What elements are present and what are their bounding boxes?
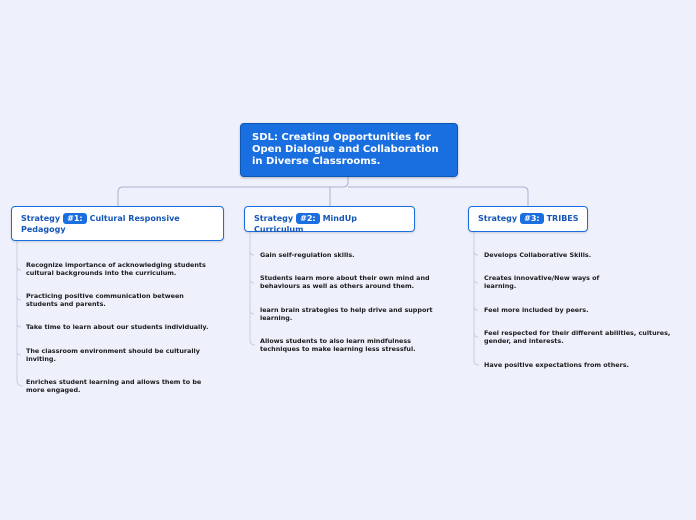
strategy-1-tag: #1: — [63, 213, 86, 224]
strategy-3-item-3[interactable]: Feel more included by peers. — [484, 306, 589, 314]
connector-root-to-strategy-1 — [118, 177, 348, 207]
strategy-1-item-4[interactable]: The classroom environment should be culturally inviting. — [26, 347, 200, 363]
strategy-3-item-1[interactable]: Develops Collaborative Skills. — [484, 251, 592, 259]
strategy-2-prefix: Strategy — [254, 214, 294, 223]
strategy-3-item-5[interactable]: Have positive expectations from others. — [484, 361, 629, 369]
strategy-3-name: TRIBES — [546, 214, 579, 223]
connector-strategy-3-items — [474, 232, 479, 365]
strategy-2-item-3[interactable]: learn brain strategies to help drive and support learning. — [260, 306, 433, 322]
strategy-2-tag: #2: — [296, 213, 319, 224]
strategy-2-name: MindUp Curriculum — [254, 214, 357, 234]
strategy-2-item-2[interactable]: Students learn more about their own mind and behaviours as well as others around them. — [260, 274, 430, 290]
strategy-1-item-2[interactable]: Practicing positive communication between students and parents. — [26, 292, 184, 308]
strategy-2-topic[interactable] — [244, 206, 415, 232]
strategy-1-topic[interactable] — [11, 206, 224, 241]
strategy-3-item-4[interactable]: Feel respected for their different abilities, cultures, gender, and interests. — [484, 329, 671, 345]
connector-strategy-2-items — [250, 232, 255, 345]
root-topic[interactable] — [240, 123, 458, 177]
strategy-1-item-5[interactable]: Enriches student learning and allows them to be more engaged. — [26, 378, 202, 394]
strategy-3-item-2[interactable]: Creates innovative/New ways of learning. — [484, 274, 600, 290]
strategy-1-prefix: Strategy — [21, 214, 61, 223]
strategy-2-item-1[interactable]: Gain self-regulation skills. — [260, 251, 355, 259]
strategy-1-item-1[interactable]: Recognize importance of acknowledging students cultural backgrounds into the curriculum. — [26, 261, 206, 277]
strategy-1-name: Cultural Responsive Pedagogy — [21, 214, 180, 234]
strategy-3-tag: #3: — [520, 213, 543, 224]
strategy-1-item-3[interactable]: Take time to learn about our students individually. — [26, 323, 209, 331]
strategy-2-item-4[interactable]: Allows students to also learn mindfulness techniques to make learning less stressful. — [260, 337, 416, 353]
strategy-3-topic[interactable] — [468, 206, 588, 232]
strategy-3-prefix: Strategy — [478, 214, 518, 223]
connector-root-to-strategy-3 — [348, 187, 528, 207]
root-topic-title: SDL: Creating Opportunities for Open Dialogue and Collaboration in Diverse Classrooms. — [252, 132, 439, 167]
connector-strategy-1-items — [17, 240, 23, 386]
